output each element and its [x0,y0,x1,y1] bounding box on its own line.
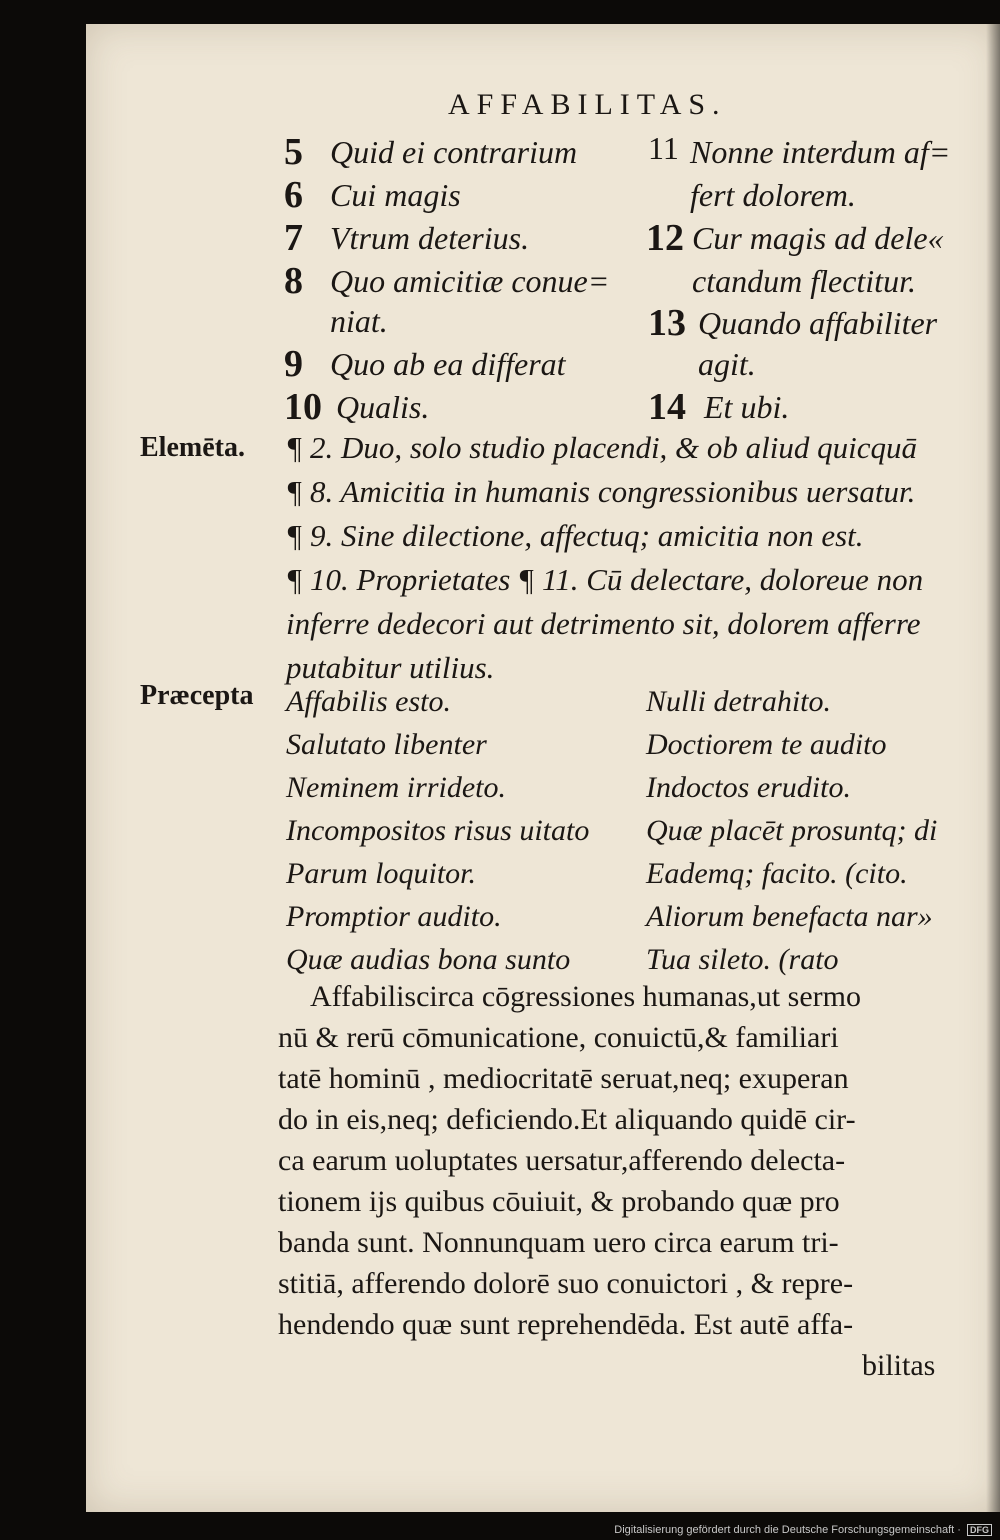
question-text: agit. [698,346,756,382]
precept-item: Affabilis esto. [286,685,451,718]
body-line: hendendo quæ sunt reprehendēda. Est autē affa- [278,1308,854,1341]
question-text: fert dolorem. [690,177,856,213]
elementa-line: putabitur utilius. [286,650,495,685]
elementa-line: ¶ 8. Amicitia in humanis congressionibus uersatur. [286,474,916,509]
precept-item: Quæ placēt prosuntq; di [646,814,938,847]
precept-item: Tua sileto. (rato [646,943,839,976]
question-number: 6 [284,174,303,216]
question-number: 13 [648,302,686,344]
elementa-line: inferre dedecori aut detrimento sit, dolorem afferre [286,606,921,641]
precept-item: Salutato libenter [286,728,487,761]
question-text: Quando affabiliter [698,305,938,341]
body-line: banda sunt. Nonnunquam uero circa earum tri- [278,1226,839,1259]
question-text: Cui magis [330,177,461,213]
precept-item: Doctiorem te audito [646,728,887,761]
precept-item: Promptior audito. [286,900,502,933]
question-number: 12 [646,217,684,259]
question-text: Et ubi. [704,389,790,425]
question-text: Quid ei contrarium [330,134,578,170]
question-number: 5 [284,131,303,173]
body-line: Affabiliscirca cōgressiones humanas,ut sermo [310,980,861,1013]
body-line: nū & rerū cōmunicatione, conuictū,& familiari [278,1021,839,1054]
precept-item: Nulli detrahito. [646,685,832,718]
precept-item: Indoctos erudito. [646,771,851,804]
elementa-line: ¶ 10. Proprietates ¶ 11. Cū delectare, doloreue non [286,562,924,597]
margin-label-praecepta: Præcepta [140,680,254,711]
question-number: 7 [284,217,303,259]
elementa-line: ¶ 9. Sine dilectione, affectuq; amicitia non est. [286,518,864,553]
precept-item: Incompositos risus uitato [286,814,590,847]
question-text: Quo ab ea differat [330,346,566,382]
body-line: tatē hominū , mediocritatē seruat,neq; exuperan [278,1062,849,1095]
dfg-logo: DFG [967,1524,992,1536]
question-text: Qualis. [336,389,430,425]
page-gutter-shadow [986,24,1000,1512]
precept-item: Parum loquitor. [286,857,477,890]
precept-item: Eademq; facito. (cito. [646,857,908,890]
question-text: Vtrum deterius. [330,220,530,256]
question-text: ctandum flectitur. [692,263,916,299]
catchword: bilitas [862,1349,936,1382]
credit-text: Digitalisierung gefördert durch die Deutsche Forschungsgemeinschaft · [614,1524,961,1536]
precept-item: Aliorum benefacta nar» [646,900,933,933]
question-number: 9 [284,343,303,385]
question-number: 8 [284,260,303,302]
question-text: Cur magis ad dele« [692,220,944,256]
question-text: Quo amicitiæ conue= [330,263,610,299]
body-line: ca earum uoluptates uersatur,afferendo delecta- [278,1144,846,1177]
body-line: tionem ijs quibus cōuiuit, & probando quæ pro [278,1185,840,1218]
precept-item: Quæ audias bona sunto [286,943,571,976]
question-text: niat. [330,303,388,339]
elementa-line: ¶ 2. Duo, solo studio placendi, & ob aliud quicquā [286,430,918,465]
question-number: 11 [648,130,679,166]
digitization-credit [614,1524,992,1536]
question-number: 14 [648,386,686,428]
body-line: stitiā, afferendo dolorē suo conuictori , & repre- [278,1267,854,1300]
question-number: 10 [284,386,322,428]
margin-label-elementa: Elemēta. [140,432,245,463]
body-line: do in eis,neq; deficiendo.Et aliquando quidē cir- [278,1103,856,1136]
running-header: AFFABILITAS. [448,88,727,121]
precept-item: Neminem irrideto. [286,771,506,804]
question-text: Nonne interdum af= [690,134,951,170]
